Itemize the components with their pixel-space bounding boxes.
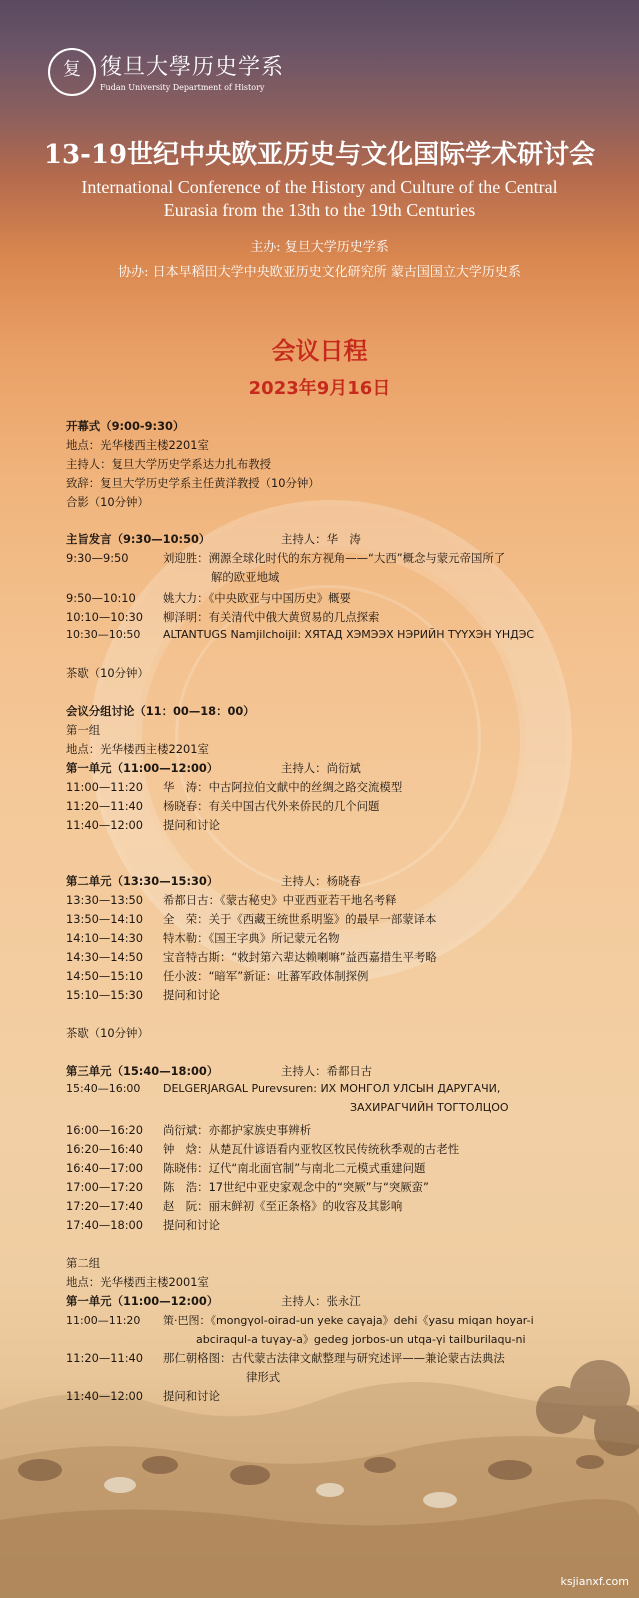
- agenda-title: 会议日程: [271, 337, 368, 365]
- list-item: 17:00—17:20 陈 浩：17世纪中亚史家观念中的“突厥”与“突厥蛮”: [66, 1180, 429, 1194]
- list-item: 11:00—11:20 策·巴图：《mongγol-oirad-un yeke caγaja》dehi《yasu miqan hoyar-i: [66, 1314, 534, 1327]
- group1-venue: 地点：光华楼西主楼2201室: [66, 742, 209, 756]
- conference-title-en: [0, 176, 639, 222]
- list-item: 11:20—11:40 那仁朝格图：古代蒙古法律文献整理与研究述评——兼论蒙古法典法: [66, 1351, 505, 1365]
- g1-unit3-host: 主持人：希都日古: [281, 1064, 373, 1078]
- list-item: 14:50—15:10 任小波：“暗军”新证：吐蕃军政体制探例: [66, 969, 369, 983]
- list-item: 10:30—10:50 ALTANTUGS Namjilchoijil: ХЯТАД ХЭМЭЭХ НЭРИЙН ТҮҮХЭН ҮНДЭС: [66, 628, 535, 641]
- list-item: 11:20—11:40 杨晓春：有关中国古代外来侨民的几个问题: [66, 799, 380, 813]
- g1-unit1-host: 主持人：尚衍斌: [281, 761, 361, 775]
- g1-unit1-title: 第一单元（11:00—12:00）: [66, 761, 219, 775]
- opening-title: 开幕式（9:00-9:30）: [66, 419, 185, 433]
- list-item-continuation: 律形式: [246, 1370, 281, 1384]
- agenda-date: 2023年9月16日: [248, 378, 391, 399]
- list-item: 16:20—16:40 钟 焓：从楚瓦什谚语看内亚牧区牧民传统秋季观的古老性: [66, 1142, 460, 1156]
- logo-english: Fudan University Department of History: [100, 83, 265, 92]
- title-en-line2: Eurasia from the 13th to the 19th Centuries: [163, 200, 476, 220]
- list-item: 11:00—11:20 华 涛：中古阿拉伯文献中的丝绸之路交流模型: [66, 780, 403, 794]
- logo-chinese: 復旦大學历史学系: [100, 55, 285, 80]
- group1-title: 第一组: [66, 723, 101, 737]
- opening-venue: 地点：光华楼西主楼2201室: [66, 438, 209, 452]
- list-item: 14:30—14:50 宝音特古斯：“敕封第六辈达赖喇嘛”益西嘉措生平考略: [66, 950, 437, 964]
- group2-venue: 地点：光华楼西主楼2001室: [66, 1275, 209, 1289]
- g1-unit2-host: 主持人：杨晓春: [281, 874, 361, 888]
- list-item: 10:10—10:30 柳泽明：有关清代中俄大黄贸易的几点探索: [66, 610, 380, 624]
- list-item: 9:30—9:50 刘迎胜：溯源全球化时代的东方视角——“大西”概念与蒙元帝国所了: [66, 551, 506, 565]
- list-item: 16:40—17:00 陈晓伟：辽代“南北面官制”与南北二元模式重建问题: [66, 1161, 426, 1175]
- g2-unit1-title: 第一单元（11:00—12:00）: [66, 1294, 219, 1308]
- keynote-title: 主旨发言（9:30—10:50）: [66, 532, 211, 546]
- tea-break: 茶歇（10分钟）: [66, 1026, 149, 1040]
- g1-unit2-title: 第二单元（13:30—15:30）: [66, 874, 219, 888]
- fudan-seal-icon: 复: [48, 48, 96, 96]
- opening-chair: 主持人：复旦大学历史学系达力扎布教授: [66, 457, 272, 471]
- list-item: 17:20—17:40 赵 阮：丽末鲜初《至正条格》的收容及其影响: [66, 1199, 403, 1213]
- list-item: 13:30—13:50 希都日古：《蒙古秘史》中亚西亚若干地名考释: [66, 893, 397, 907]
- title-en-line1: International Conference of the History and Culture of the Central: [81, 177, 558, 197]
- g2-unit1-host: 主持人：张永江: [281, 1294, 361, 1308]
- list-item: 16:00—16:20 尚衍斌：亦都护家族史事辨析: [66, 1123, 312, 1137]
- panels-title: 会议分组讨论（11：00—18：00）: [66, 704, 255, 718]
- tea-break: 茶歇（10分钟）: [66, 666, 149, 680]
- list-item: 14:10—14:30 特木勒：《国王字典》所记蒙元名物: [66, 931, 340, 945]
- g1-unit3-title: 第三单元（15:40—18:00）: [66, 1064, 219, 1078]
- opening-photo: 合影（10分钟）: [66, 495, 149, 509]
- list-item-continuation: 解的欧亚地域: [211, 570, 280, 584]
- keynote-host: 主持人：华 涛: [281, 532, 361, 546]
- list-item: 11:40—12:00 提问和讨论: [66, 818, 220, 832]
- list-item: 15:10—15:30 提问和讨论: [66, 988, 220, 1002]
- list-item: 13:50—14:10 全 荣：关于《西藏王统世系明鉴》的最早一部蒙译本: [66, 912, 437, 926]
- list-item: 17:40—18:00 提问和讨论: [66, 1218, 220, 1232]
- watermark-text: ksjianxf.com: [560, 1575, 629, 1588]
- list-item-continuation: ЗАХИРАГЧИЙН ТОГТОЛЦОО: [350, 1101, 509, 1114]
- list-item: 9:50—10:10 姚大力：《中央欧亚与中国历史》概要: [66, 591, 351, 605]
- organizer: 主办: 复旦大学历史学系: [250, 240, 389, 255]
- list-item: 15:40—16:00 DELGERJARGAL Purevsuren: ИХ МОНГОЛ УЛСЫН ДАРУГАЧИ,: [66, 1082, 501, 1095]
- opening-speech: 致辞：复旦大学历史学系主任黄洋教授（10分钟）: [66, 476, 320, 490]
- conference-title-cn: 13-19世纪中央欧亚历史与文化国际学术研讨会: [43, 140, 596, 170]
- list-item: 11:40—12:00 提问和讨论: [66, 1389, 220, 1403]
- group2-title: 第二组: [66, 1256, 101, 1270]
- list-item-continuation: abciraqul-a tuγay-a》gedeg jorbos-un utqa-γi tailburilaqu-ni: [196, 1333, 526, 1346]
- co-organizer: 协办: 日本早稻田大学中央欧亚历史文化研究所 蒙古国国立大学历史系: [118, 265, 521, 280]
